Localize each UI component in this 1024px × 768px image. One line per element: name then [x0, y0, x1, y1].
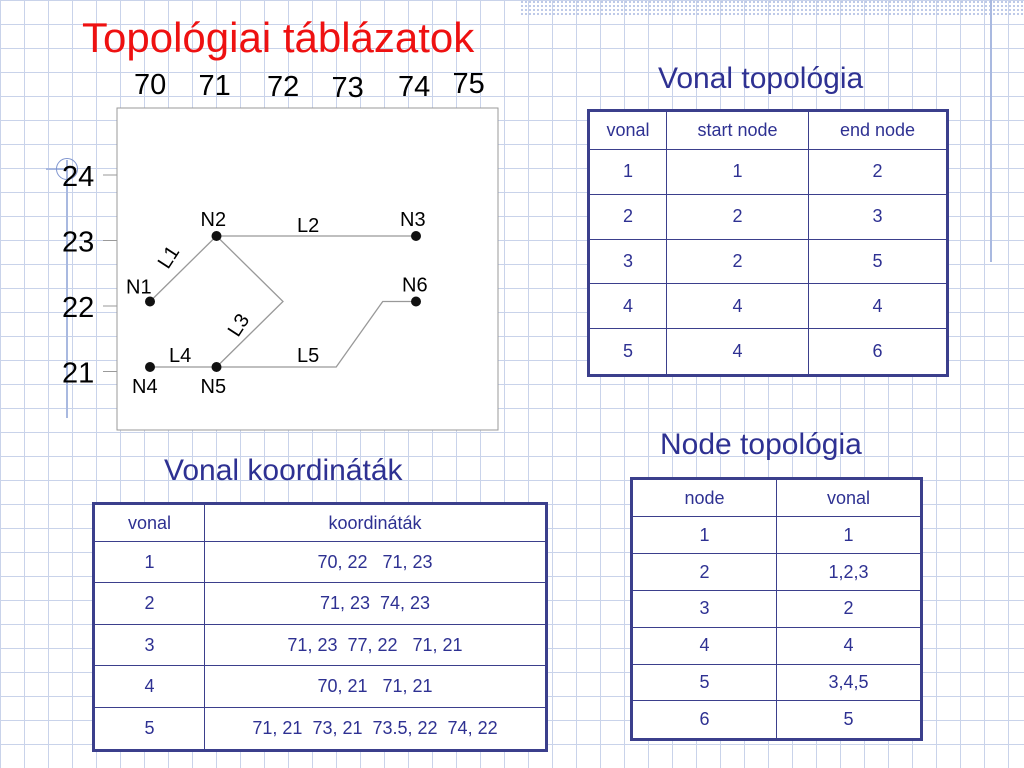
table-row	[589, 194, 948, 239]
table-cell: 3	[632, 591, 777, 628]
table-cell: 2	[667, 194, 809, 239]
line-label: L5	[297, 345, 320, 367]
table-cell: 6	[632, 701, 777, 740]
table-cell: 70, 21 71, 21	[205, 666, 547, 707]
table-cell: 4	[94, 666, 205, 707]
column-header: koordináták	[205, 504, 547, 542]
y-tick-label: 24	[62, 161, 95, 193]
column-header: vonal	[589, 111, 667, 150]
node-label: N3	[400, 209, 426, 231]
node-n4	[145, 362, 155, 372]
table-row	[632, 664, 922, 701]
table-row	[589, 150, 948, 195]
table-cell: 6	[809, 329, 948, 376]
table-cell: 5	[94, 707, 205, 750]
table-cell: 4	[667, 284, 809, 329]
node-n6	[411, 297, 421, 307]
table-cell: 3,4,5	[777, 664, 922, 701]
table-row	[94, 624, 547, 665]
x-tick-label: 72	[267, 71, 300, 103]
node-n2	[212, 231, 222, 241]
table-cell: 1,2,3	[777, 554, 922, 591]
table-row	[94, 542, 547, 583]
column-header: end node	[809, 111, 948, 150]
table-row	[632, 701, 922, 740]
table-cell: 2	[632, 554, 777, 591]
x-tick-label: 73	[331, 72, 364, 104]
table-row	[632, 591, 922, 628]
x-tick-label: 75	[452, 68, 485, 100]
node-label: N2	[200, 209, 227, 231]
table-cell: 2	[589, 194, 667, 239]
vonal-topologia-heading: Vonal topológia	[658, 62, 864, 95]
table-header-row	[589, 111, 948, 150]
table-row	[589, 239, 948, 284]
top-dotted-band	[520, 0, 1024, 16]
x-tick-label: 71	[198, 70, 231, 102]
table-cell: 71, 23 77, 22 71, 21	[205, 624, 547, 665]
table-cell: 4	[632, 627, 777, 664]
node-label: N1	[126, 276, 152, 299]
table-cell: 4	[777, 627, 922, 664]
table-cell: 5	[589, 329, 667, 376]
table-cell: 5	[777, 701, 922, 740]
table-row	[94, 583, 547, 624]
node-topologia-heading: Node topológia	[660, 428, 862, 461]
vonal-topologia-table	[587, 109, 949, 377]
table-cell: 71, 23 74, 23	[205, 583, 547, 624]
table-cell: 5	[632, 664, 777, 701]
line-label: L4	[169, 345, 192, 367]
table-cell: 1	[94, 542, 205, 583]
slide-title: Topológiai táblázatok	[82, 14, 475, 61]
table-cell: 71, 21 73, 21 73.5, 22 74, 22	[205, 707, 547, 750]
table-cell: 3	[94, 624, 205, 665]
node-n5	[212, 362, 222, 372]
table-row	[632, 517, 922, 554]
table-cell: 3	[809, 194, 948, 239]
table-cell: 1	[589, 150, 667, 195]
table-cell: 1	[667, 150, 809, 195]
table-header-row	[632, 479, 922, 517]
table-cell: 4	[589, 284, 667, 329]
table-header-row	[94, 504, 547, 542]
column-header: start node	[667, 111, 809, 150]
table-cell: 2	[777, 591, 922, 628]
vonal-koordinatak-heading: Vonal koordináták	[164, 454, 403, 487]
y-tick-label: 23	[62, 226, 95, 259]
node-label: N4	[132, 376, 158, 398]
vonal-koordinatak-table	[92, 502, 548, 752]
table-cell: 2	[809, 150, 948, 195]
table-cell: 70, 22 71, 23	[205, 542, 547, 583]
topology-diagram	[0, 0, 520, 440]
node-n3	[411, 231, 421, 241]
table-cell: 3	[589, 239, 667, 284]
table-row	[589, 329, 948, 376]
node-label: N5	[200, 376, 227, 398]
y-tick-label: 22	[62, 292, 95, 324]
line-label: L3	[223, 310, 255, 341]
table-cell: 1	[632, 517, 777, 554]
table-cell: 4	[809, 284, 948, 329]
right-vertical-rule	[990, 0, 992, 262]
line-label: L2	[297, 215, 320, 237]
table-row	[94, 707, 547, 750]
column-header: vonal	[777, 479, 922, 517]
table-row	[94, 666, 547, 707]
line-label: L1	[153, 242, 185, 273]
y-tick-label: 21	[62, 357, 95, 390]
table-cell: 2	[667, 239, 809, 284]
table-cell: 1	[777, 517, 922, 554]
x-tick-label: 70	[134, 69, 167, 101]
table-cell: 5	[809, 239, 948, 284]
column-header: node	[632, 479, 777, 517]
table-cell: 2	[94, 583, 205, 624]
column-header: vonal	[94, 504, 205, 542]
table-cell: 4	[667, 329, 809, 376]
node-label: N6	[402, 274, 428, 297]
node-topologia-table	[630, 477, 923, 741]
table-row	[632, 554, 922, 591]
table-row	[589, 284, 948, 329]
x-tick-label: 74	[398, 71, 431, 103]
table-row	[632, 627, 922, 664]
